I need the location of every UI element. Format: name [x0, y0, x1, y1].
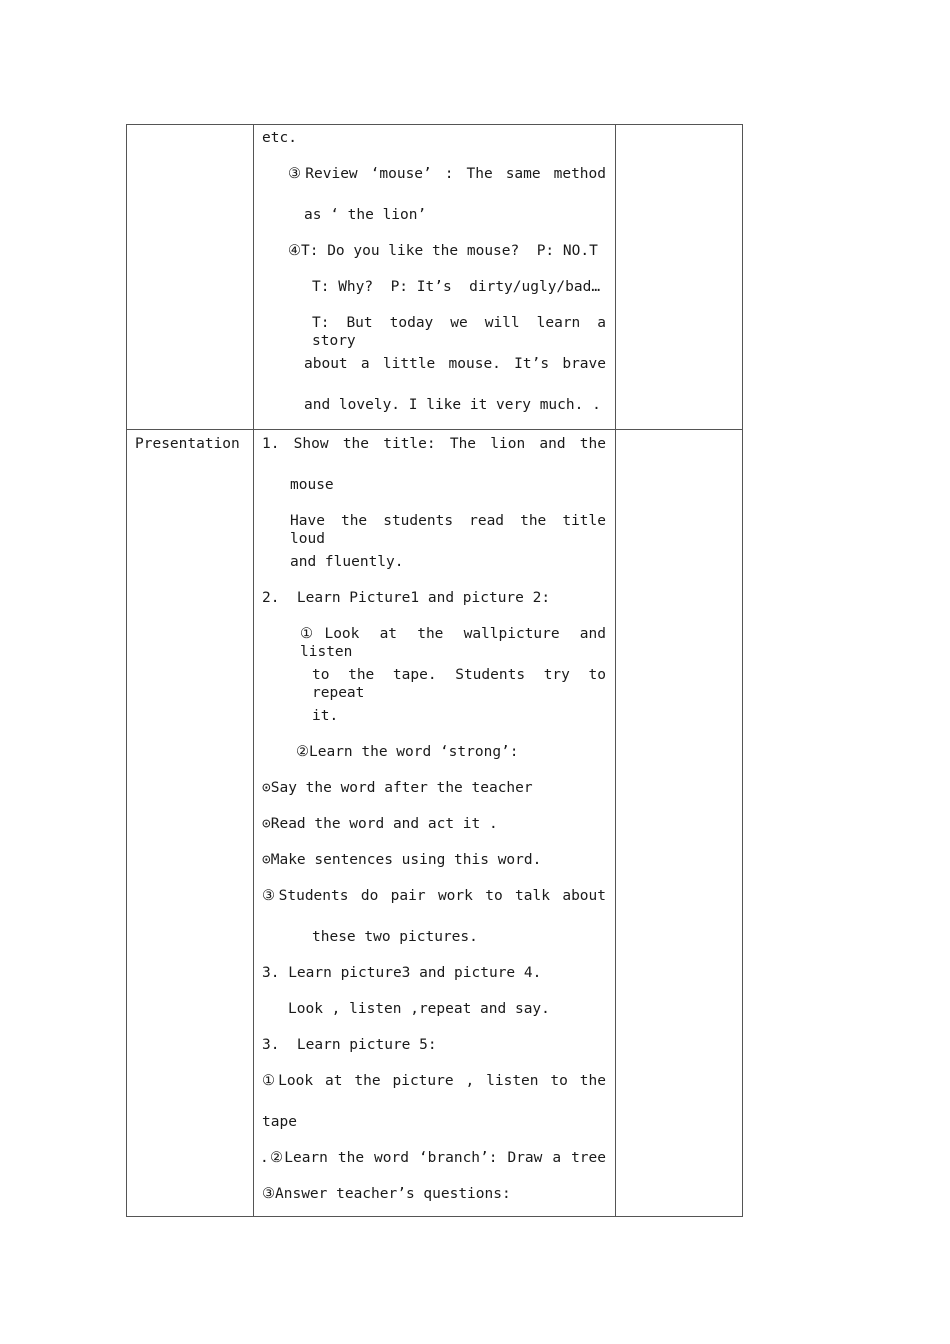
procedure-line: 1. Show the title: The lion and the [262, 436, 606, 452]
procedure-line: ⊙Make sentences using this word. [262, 852, 542, 868]
procedure-line: T: Why? P: It’s dirty/ugly/bad… [312, 279, 601, 295]
procedure-line: T: But today we will learn a story [312, 315, 606, 349]
procedure-line: mouse [290, 477, 334, 493]
procedure-line: these two pictures. [312, 929, 478, 945]
procedure-line: etc. [262, 130, 297, 146]
procedure-line: ①Look at the wallpicture and listen [300, 626, 606, 660]
procedure-line: about a little mouse. It’s brave [304, 356, 606, 372]
procedure-line: 3. Learn picture 5: [262, 1037, 437, 1053]
procedure-line: .②Learn the word ‘branch’: Draw a tree [260, 1150, 606, 1166]
procedure-line: to the tape. Students try to repeat [312, 667, 606, 701]
procedure-line: ⊙Say the word after the teacher [262, 780, 533, 796]
procedure-line: it. [312, 708, 339, 724]
stage-cell [127, 430, 254, 1217]
procedure-line: 2. Learn Picture1 and picture 2: [262, 590, 551, 606]
procedure-line: 3. Learn picture3 and picture 4. [262, 965, 542, 981]
procedure-line: ①Look at the picture , listen to the [262, 1073, 606, 1089]
table-row [127, 125, 743, 430]
procedure-cell [254, 430, 616, 1217]
procedure-line: tape [262, 1114, 297, 1130]
procedure-line: ③Review ‘mouse’ : The same method [288, 166, 606, 182]
procedure-line: and fluently. [290, 554, 404, 570]
procedure-line: ④T: Do you like the mouse? P: NO.T [288, 243, 598, 259]
notes-cell [616, 125, 743, 430]
procedure-line: as ‘ the lion’ [304, 207, 427, 223]
lesson-plan-table [126, 124, 743, 1217]
procedure-line: ⊙Read the word and act it . [262, 816, 498, 832]
procedure-line: ③Answer teacher’s questions: [262, 1186, 511, 1202]
procedure-line: and lovely. I like it very much. . [304, 397, 601, 413]
procedure-line: Look , listen ,repeat and say. [288, 1001, 550, 1017]
notes-cell [616, 430, 743, 1217]
stage-cell [127, 125, 254, 430]
table-row [127, 430, 743, 1217]
procedure-cell [254, 125, 616, 430]
procedure-line: Have the students read the title loud [290, 513, 606, 547]
procedure-line: ③Students do pair work to talk about [262, 888, 606, 904]
procedure-line: ②Learn the word ‘strong’: [296, 744, 519, 760]
stage-label: Presentation [135, 436, 240, 452]
